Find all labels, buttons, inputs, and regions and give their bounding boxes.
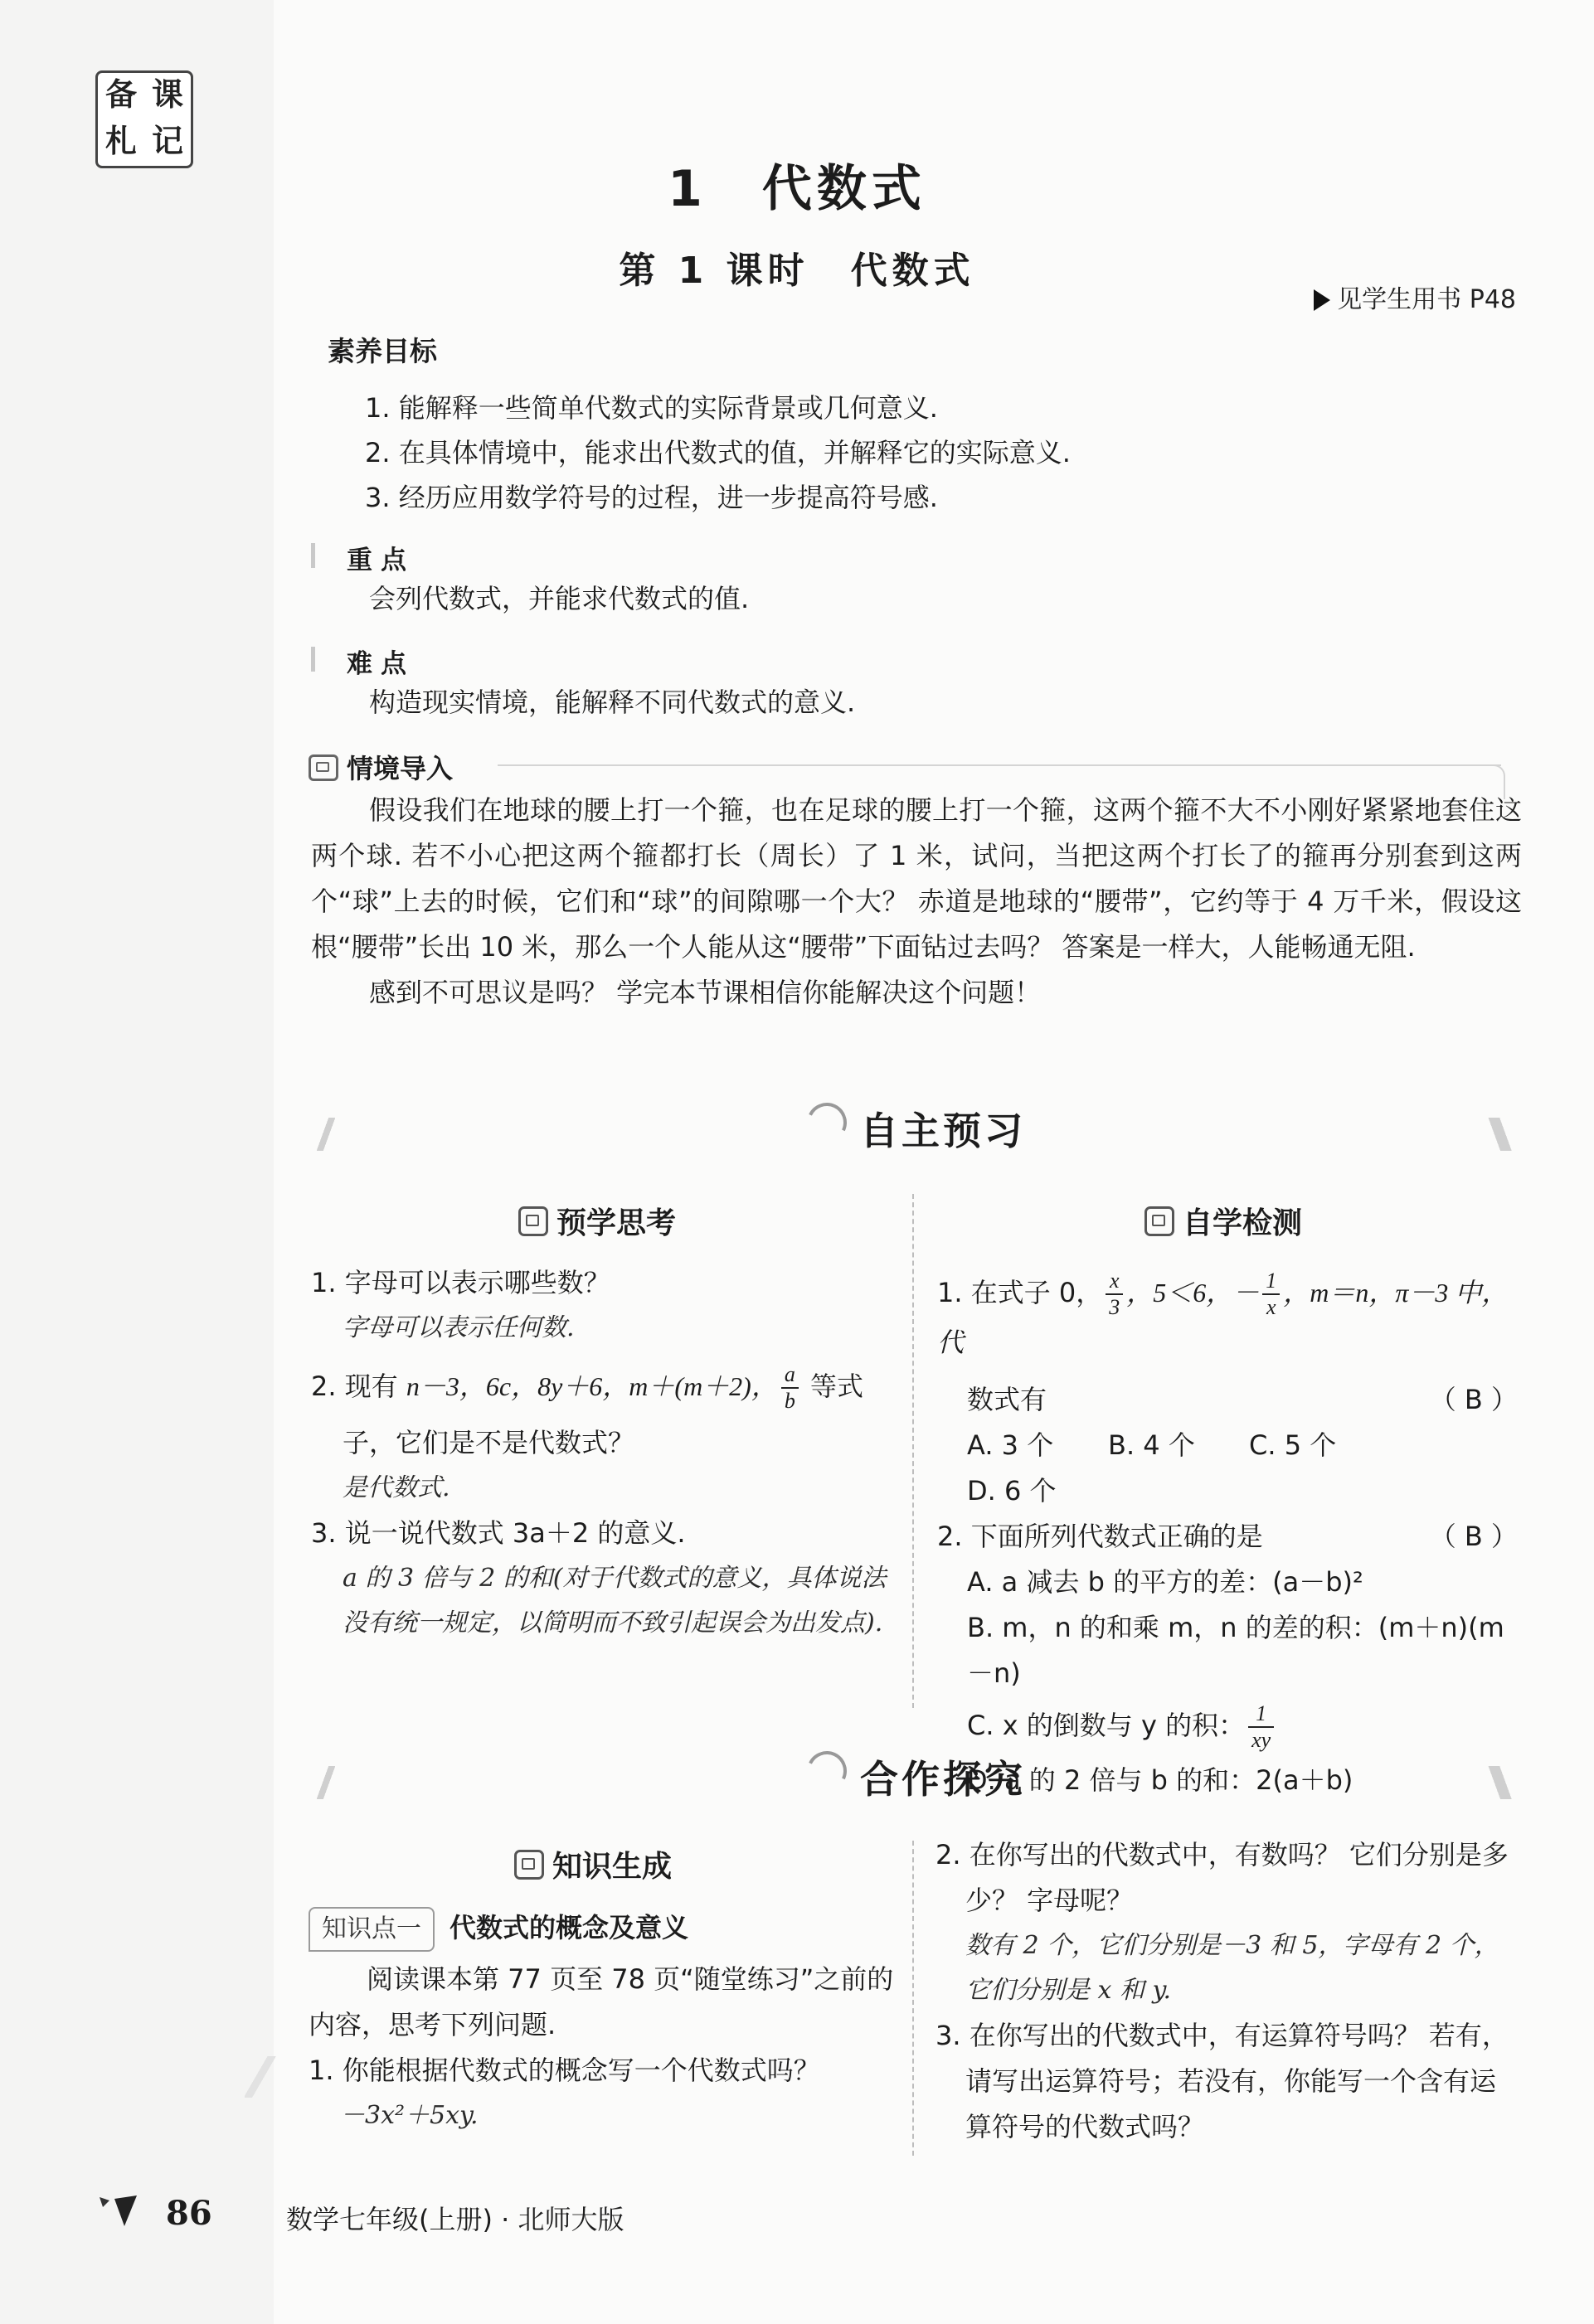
question-middle: ，5＜6，－ bbox=[1126, 1278, 1260, 1308]
knowledge-heading bbox=[514, 1843, 672, 1885]
banner-label: 合作探究 bbox=[860, 1757, 1026, 1802]
book-reference bbox=[1314, 279, 1516, 315]
knowledge-point-tag: 知识点一 bbox=[309, 1907, 435, 1952]
prestudy-questions bbox=[311, 1260, 892, 1646]
option: D. 6 个 bbox=[967, 1475, 1057, 1506]
option-text: C. x 的倒数与 y 的积： bbox=[967, 1710, 1246, 1741]
knowledge-point-row bbox=[309, 1907, 899, 1952]
difficulty-text: 构造现实情境，能解释不同代数式的意义. bbox=[369, 687, 856, 718]
option: A. 3 个 bbox=[967, 1429, 1054, 1461]
badge-char: 札 bbox=[104, 123, 137, 159]
notes-margin bbox=[0, 0, 274, 2324]
question: 1. 字母可以表示哪些数？ bbox=[311, 1267, 610, 1298]
option: B. 4 个 bbox=[1108, 1429, 1195, 1461]
answer: 数有 2 个，它们分别是－3 和 5，字母有 2 个，它们分别是 x 和 y. bbox=[965, 1931, 1499, 2005]
knowledge-point-title: 代数式的概念及意义 bbox=[450, 1912, 689, 1943]
lesson-subtitle: 第 1 课时 代数式 bbox=[619, 250, 975, 292]
selfcheck-heading bbox=[1144, 1200, 1302, 1242]
fraction-denominator: xy bbox=[1251, 1728, 1271, 1752]
intro-paragraph: 假设我们在地球的腰上打一个箍，也在足球的腰上打一个箍，这两个箍不大不小刚好紧紧地套住这两个球. 若不小心把这两个箍都打长（周长）了 1 米，试问，当把这两个打长了的箍再分别套到这两个“球”上去的时候，它们和“球”的间隙哪一个大？ 赤道是地球的“腰带”，它约等于 4 万千米，假设这根“腰带”长出 10 米，那么一个人能从这“腰带”下面钻过去吗？ 答案是一样大，人能畅通无阻. bbox=[311, 794, 1522, 963]
badge-char: 课 bbox=[151, 76, 183, 113]
question-prefix: 2. 现有 bbox=[311, 1371, 406, 1402]
question-prefix: 1. 在式子 0， bbox=[937, 1277, 1103, 1308]
answer: a 的 3 倍与 2 的和(对于代数式的意义，具体说法没有统一规定，以简明而不致引起误会为出发点). bbox=[343, 1564, 887, 1637]
fraction-numerator: 1 bbox=[1262, 1269, 1280, 1295]
difficulty-label: 难点 bbox=[347, 649, 415, 679]
goal-item: 3. 经历应用数学符号的过程，进一步提高符号感. bbox=[365, 482, 938, 513]
explore-icon bbox=[801, 1745, 853, 1797]
book-reference-text: 见学生用书 P48 bbox=[1337, 285, 1516, 314]
banner-label: 自主预习 bbox=[860, 1109, 1026, 1153]
intro-label: 情境导入 bbox=[347, 753, 454, 784]
option: A. a 减去 b 的平方的差：(a－b)² bbox=[967, 1566, 1363, 1598]
triangle-icon bbox=[1314, 289, 1330, 311]
option: D. a 的 2 倍与 b 的和：2(a＋b) bbox=[967, 1764, 1353, 1796]
selfcheck-questions bbox=[937, 1269, 1518, 1803]
section-banner-preview bbox=[315, 1093, 1518, 1167]
question bbox=[937, 1269, 1518, 1366]
prestudy-label: 预学思考 bbox=[556, 1206, 677, 1240]
section-banner-explore bbox=[315, 1741, 1518, 1816]
banner-title bbox=[315, 1101, 1518, 1156]
fraction bbox=[1106, 1269, 1123, 1320]
goal-item: 1. 能解释一些简单代数式的实际背景或几何意义. bbox=[365, 392, 938, 424]
intro-paragraph: 感到不可思议是吗？ 学完本节课相信你能解决这个问题！ bbox=[369, 977, 1042, 1008]
column-divider bbox=[912, 1194, 914, 1708]
question-cont-text: 数式有 bbox=[967, 1384, 1047, 1415]
fraction bbox=[1262, 1269, 1280, 1320]
key-point-bar bbox=[311, 543, 315, 568]
answer: 字母可以表示任何数. bbox=[343, 1313, 575, 1342]
fraction-numerator: 1 bbox=[1248, 1701, 1274, 1728]
option: B. m，n 的和乘 m，n 的差的积：(m＋n)(m－n) bbox=[967, 1612, 1504, 1689]
fraction-numerator: a bbox=[781, 1362, 799, 1389]
fraction bbox=[781, 1362, 799, 1414]
question-suffix: 等式 bbox=[801, 1371, 864, 1402]
knowledge-content bbox=[309, 1907, 899, 2138]
option: C. 5 个 bbox=[1249, 1429, 1337, 1461]
badge-char: 备 bbox=[104, 76, 137, 113]
question: 1. 你能根据代数式的概念写一个代数式吗？ bbox=[309, 2055, 820, 2086]
intro-divider bbox=[498, 764, 1501, 766]
knowledge-icon bbox=[514, 1850, 544, 1880]
question: 3. 说一说代数式 3a＋2 的意义. bbox=[311, 1517, 686, 1549]
prestudy-icon bbox=[518, 1206, 548, 1236]
decorative-mark bbox=[245, 2056, 278, 2098]
goals-list bbox=[365, 386, 1543, 520]
chapter-title: 1 代数式 bbox=[668, 160, 926, 218]
explore-questions bbox=[936, 1832, 1520, 2150]
answer-choice: （ B ） bbox=[1429, 1384, 1518, 1415]
answer: 是代数式. bbox=[343, 1473, 450, 1502]
page-number: 86 bbox=[166, 2194, 212, 2233]
preview-icon bbox=[801, 1097, 853, 1148]
question: 2. 在你写出的代数式中，有数吗？ 它们分别是多少？ 字母呢？ bbox=[936, 1839, 1509, 1916]
book-title: 数学七年级(上册) · 北师大版 bbox=[286, 2204, 624, 2235]
question: 3. 在你写出的代数式中，有运算符号吗？ 若有，请写出运算符号；若没有，你能写一个含有运算符号的代数式吗？ bbox=[936, 2020, 1509, 2142]
reading-instruction: 阅读课本第 77 页至 78 页“随堂练习”之前的内容，思考下列问题. bbox=[309, 1963, 894, 2040]
banner-title bbox=[315, 1749, 1518, 1804]
answer: －3x²＋5xy. bbox=[340, 2101, 479, 2130]
question bbox=[937, 1514, 1518, 1560]
selfcheck-label: 自学检测 bbox=[1183, 1206, 1303, 1240]
expression-list: n－3，6c，8y＋6，m＋(m＋2)， bbox=[406, 1371, 778, 1401]
difficulty-bar bbox=[311, 647, 315, 672]
question-suffix: ，m＝n，π－3 中，代 bbox=[937, 1278, 1509, 1357]
banner-right-mark bbox=[1485, 1766, 1518, 1799]
prestudy-heading bbox=[518, 1200, 676, 1242]
key-point-label: 重点 bbox=[347, 546, 415, 575]
question-text: 2. 下面所列代数式正确的是 bbox=[937, 1521, 1263, 1552]
key-point-text: 会列代数式，并能求代数式的值. bbox=[369, 583, 750, 614]
intro-heading bbox=[309, 748, 453, 786]
badge-char: 记 bbox=[151, 123, 183, 159]
scenario-icon bbox=[309, 754, 338, 781]
options-row bbox=[937, 1423, 1518, 1514]
goals-label: 素养目标 bbox=[328, 335, 437, 367]
selfcheck-icon bbox=[1144, 1206, 1174, 1236]
goal-item: 2. 在具体情境中，能求出代数式的值，并解释它的实际意义. bbox=[365, 437, 1071, 468]
banner-right-mark bbox=[1485, 1118, 1518, 1151]
fraction-numerator: x bbox=[1106, 1269, 1123, 1295]
intro-text bbox=[311, 788, 1522, 1016]
question-cont bbox=[937, 1377, 1518, 1423]
fraction-denominator: 3 bbox=[1109, 1295, 1120, 1319]
knowledge-label: 知识生成 bbox=[552, 1850, 673, 1884]
fraction-denominator: x bbox=[1266, 1295, 1276, 1319]
footer-star-icon bbox=[91, 2189, 141, 2230]
answer-choice: （ B ） bbox=[1429, 1521, 1518, 1552]
column-divider bbox=[912, 1841, 914, 2156]
question-cont: 子，它们是不是代数式？ bbox=[343, 1427, 635, 1458]
fraction-denominator: b bbox=[784, 1389, 795, 1413]
question bbox=[311, 1362, 892, 1414]
